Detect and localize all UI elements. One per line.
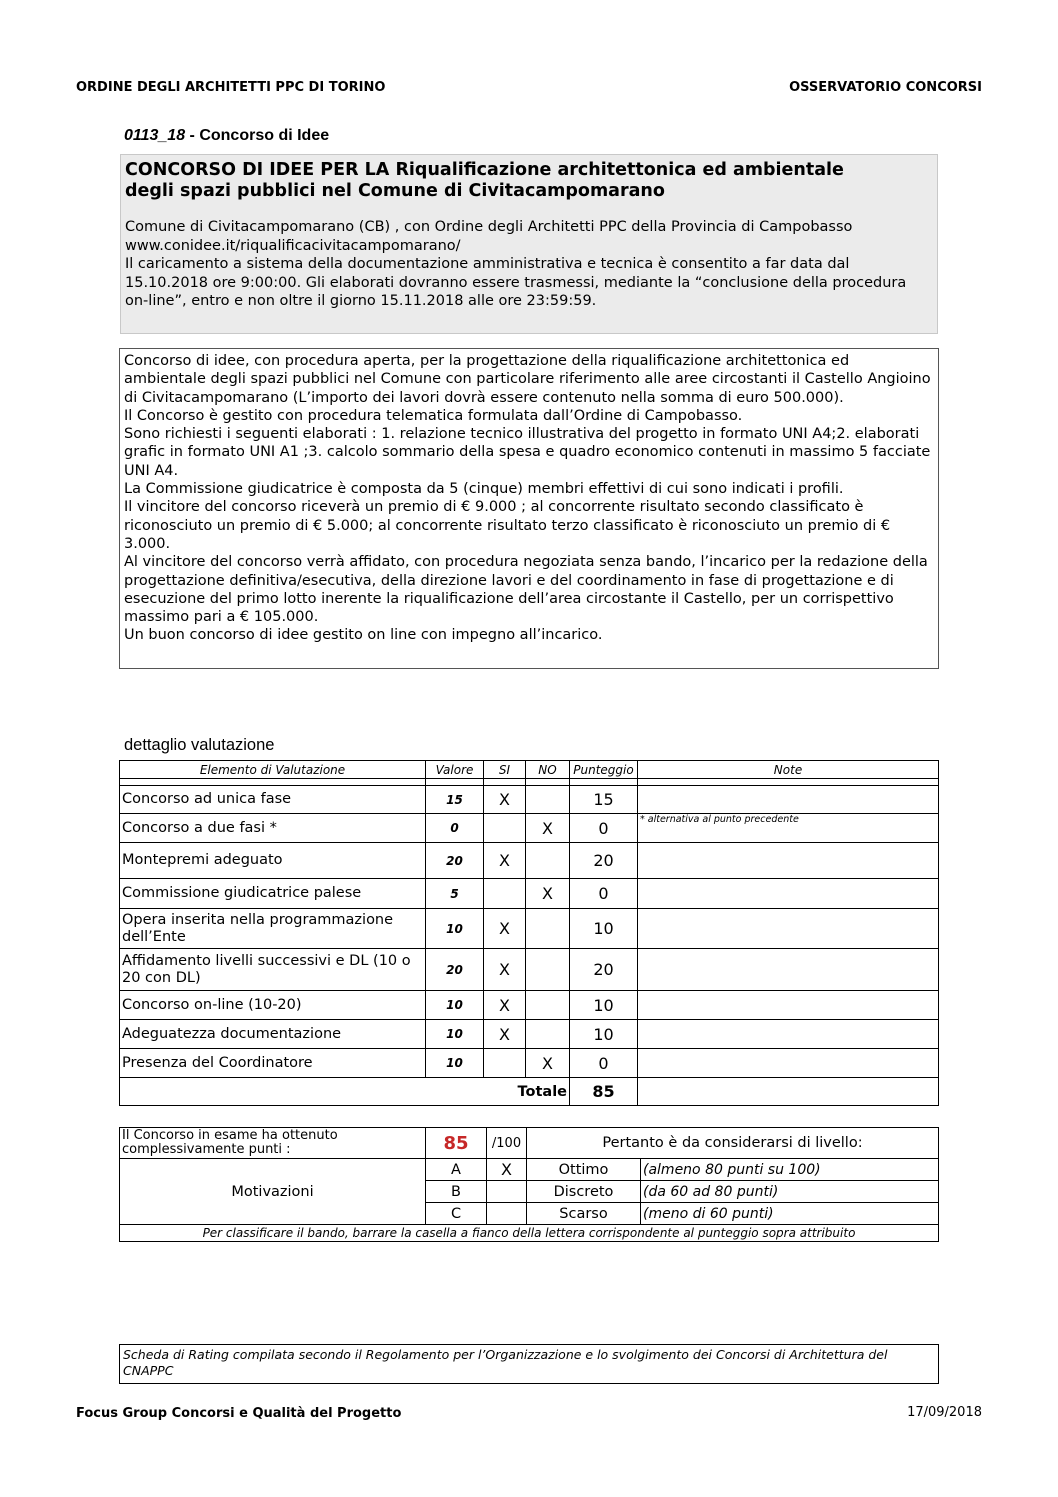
row-valore: 10 [426, 909, 484, 949]
row-punteggio: 10 [570, 991, 638, 1020]
evaluation-title: dettaglio valutazione [124, 736, 275, 754]
table-row [120, 1049, 939, 1078]
competition-ref [124, 127, 329, 145]
row-note [638, 786, 939, 814]
footer-date: 17/09/2018 [907, 1405, 982, 1420]
level-letter: B [426, 1181, 487, 1203]
table-row [120, 843, 939, 879]
row-note [638, 949, 939, 991]
row-label: Affidamento livelli successivi e DL (10 o 20 con DL) [120, 949, 426, 991]
row-punteggio: 0 [570, 814, 638, 843]
col-header-note: Note [638, 761, 939, 779]
level-mark: X [487, 1159, 527, 1181]
total-value: 85 [570, 1078, 638, 1106]
row-note [638, 879, 939, 909]
table-row [120, 786, 939, 814]
row-label: Commissione giudicatrice palese [120, 879, 426, 909]
level-text: Pertanto è da considerarsi di livello: [527, 1128, 939, 1159]
level-name: Scarso [527, 1203, 641, 1225]
row-no: X [526, 814, 570, 843]
level-mark [487, 1181, 527, 1203]
row-note [638, 1020, 939, 1049]
row-punteggio: 10 [570, 909, 638, 949]
level-row-a [120, 1159, 939, 1181]
table-row [120, 991, 939, 1020]
row-no [526, 1020, 570, 1049]
row-punteggio: 20 [570, 949, 638, 991]
row-valore: 20 [426, 843, 484, 879]
rating-note: Scheda di Rating compilata secondo il Regolamento per l’Organizzazione e lo svolgimento dei Concorsi di Architettura del CNAPPC [119, 1344, 939, 1384]
row-punteggio: 0 [570, 1049, 638, 1078]
level-criteria: (da 60 ad 80 punti) [641, 1181, 939, 1203]
level-letter: A [426, 1159, 487, 1181]
row-si: X [484, 786, 526, 814]
table-row [120, 949, 939, 991]
row-note: * alternativa al punto precedente [638, 814, 939, 843]
row-label: Concorso on-line (10-20) [120, 991, 426, 1020]
row-si: X [484, 949, 526, 991]
row-punteggio: 10 [570, 1020, 638, 1049]
col-header-punteggio: Punteggio [570, 761, 638, 779]
level-name: Discreto [527, 1181, 641, 1203]
row-valore: 5 [426, 879, 484, 909]
table-row [120, 814, 939, 843]
level-criteria: (almeno 80 punti su 100) [641, 1159, 939, 1181]
level-name: Ottimo [527, 1159, 641, 1181]
col-header-si: SI [484, 761, 526, 779]
row-no [526, 843, 570, 879]
row-valore: 20 [426, 949, 484, 991]
row-si: X [484, 991, 526, 1020]
row-valore: 0 [426, 814, 484, 843]
evaluation-header-row [120, 761, 939, 779]
competition-type: - Concorso di Idee [185, 127, 330, 144]
row-note [638, 991, 939, 1020]
row-note [638, 1049, 939, 1078]
header-section: OSSERVATORIO CONCORSI [789, 80, 982, 95]
score-label: Il Concorso in esame ha ottenuto complessivamente punti : [120, 1128, 426, 1159]
description-box: Concorso di idee, con procedura aperta, per la progettazione della riqualificazione architettonica ed ambientale degli spazi pubblici nel Comune con particolare riferimento alle aree circostanti il Castello Angioino di Civitacampomarano (L’importo dei lavori dovrà essere contenuto nella somma di euro 500.000). Il Concorso è gestito con procedura telematica formulata dall’Ordine di Campobasso. Sono richiesti i seguenti elaborati : 1. relazione tecnico illustrativa del progetto in formato UNI A4;2. elaborati grafic in formato UNI A1 ;3. calcolo sommario della spesa e quadro economico contenuti in massimo 5 facciate UNI A4. La Commissione giudicatrice è composta da 5 (cinque) membri effettivi di cui sono indicati i profili. Il vincitore del concorso riceverà un premio di € 9.000 ; al concorrente risultato secondo classificato è riconosciuto un premio di € 5.000; al concorrente risultato terzo classificato è riconosciuto un premio di € 3.000. Al vincitore del concorso verrà affidato, con procedura negoziata senza bando, l’incarico per la redazione della progettazione definitiva/esecutiva, della direzione lavori e del coordinamento in fase di progettazione e di esecuzione del primo lotto inerente la riqualificazione dell’area circostante il Castello, per un corrispettivo massimo pari a € 105.000. Un buon concorso di idee gestito on line con impegno all’incarico. [119, 348, 939, 669]
level-mark [487, 1203, 527, 1225]
level-letter: C [426, 1203, 487, 1225]
footer-group: Focus Group Concorsi e Qualità del Progetto [76, 1406, 402, 1421]
level-criteria: (meno di 60 punti) [641, 1203, 939, 1225]
motivazioni-label: Motivazioni [120, 1159, 426, 1225]
overall-score: 85 [426, 1128, 487, 1159]
header-org: ORDINE DEGLI ARCHITETTI PPC DI TORINO [76, 80, 386, 95]
row-si [484, 814, 526, 843]
col-header-valore: Valore [426, 761, 484, 779]
row-punteggio: 15 [570, 786, 638, 814]
row-label: Presenza del Coordinatore [120, 1049, 426, 1078]
row-note [638, 843, 939, 879]
score-row [120, 1128, 939, 1159]
row-valore: 10 [426, 1049, 484, 1078]
row-punteggio: 0 [570, 879, 638, 909]
row-label: Concorso ad unica fase [120, 786, 426, 814]
row-si [484, 879, 526, 909]
intro-body: Comune di Civitacampomarano (CB) , con Ordine degli Architetti PPC della Provincia di Campobasso www.conidee.it/riqualificacivitacampomarano/ Il caricamento a sistema della documentazione amministrativa e tecnica è consentito a far data dal 15.10.2018 ore 9:00:00. Gli elaborati dovranno essere trasmessi, mediante la “conclusione della procedura on-line”, entro e non oltre il giorno 15.11.2018 alle ore 23:59:59. [125, 219, 907, 309]
row-label: Concorso a due fasi * [120, 814, 426, 843]
row-no [526, 991, 570, 1020]
total-row [120, 1078, 939, 1106]
row-si: X [484, 909, 526, 949]
row-label: Montepremi adeguato [120, 843, 426, 879]
instruction-row [120, 1225, 939, 1242]
intro-title-line1: CONCORSO DI IDEE PER LA Riqualificazione architettonica ed ambientale [125, 160, 844, 180]
table-row [120, 879, 939, 909]
intro-box [120, 154, 938, 334]
row-note [638, 909, 939, 949]
evaluation-table [119, 760, 939, 1106]
row-no [526, 786, 570, 814]
row-label: Adeguatezza documentazione [120, 1020, 426, 1049]
row-si: X [484, 843, 526, 879]
competition-code: 0113_18 [124, 127, 186, 144]
result-table [119, 1127, 939, 1242]
row-label: Opera inserita nella programmazione dell’Ente [120, 909, 426, 949]
row-no [526, 949, 570, 991]
row-valore: 15 [426, 786, 484, 814]
row-punteggio: 20 [570, 843, 638, 879]
spacer-row [120, 779, 939, 786]
row-si [484, 1049, 526, 1078]
col-header-element: Elemento di Valutazione [120, 761, 426, 779]
intro-title-line2: degli spazi pubblici nel Comune di Civitacampomarano [125, 181, 665, 201]
total-label: Totale [426, 1078, 570, 1106]
row-no: X [526, 879, 570, 909]
col-header-no: NO [526, 761, 570, 779]
table-row [120, 909, 939, 949]
table-row [120, 1020, 939, 1049]
intro-title [125, 160, 933, 202]
row-no: X [526, 1049, 570, 1078]
score-max: /100 [487, 1128, 527, 1159]
row-valore: 10 [426, 1020, 484, 1049]
instruction-text: Per classificare il bando, barrare la casella a fianco della lettera corrispondente al punteggio sopra attribuito [120, 1225, 939, 1242]
row-no [526, 909, 570, 949]
row-si: X [484, 1020, 526, 1049]
row-valore: 10 [426, 991, 484, 1020]
